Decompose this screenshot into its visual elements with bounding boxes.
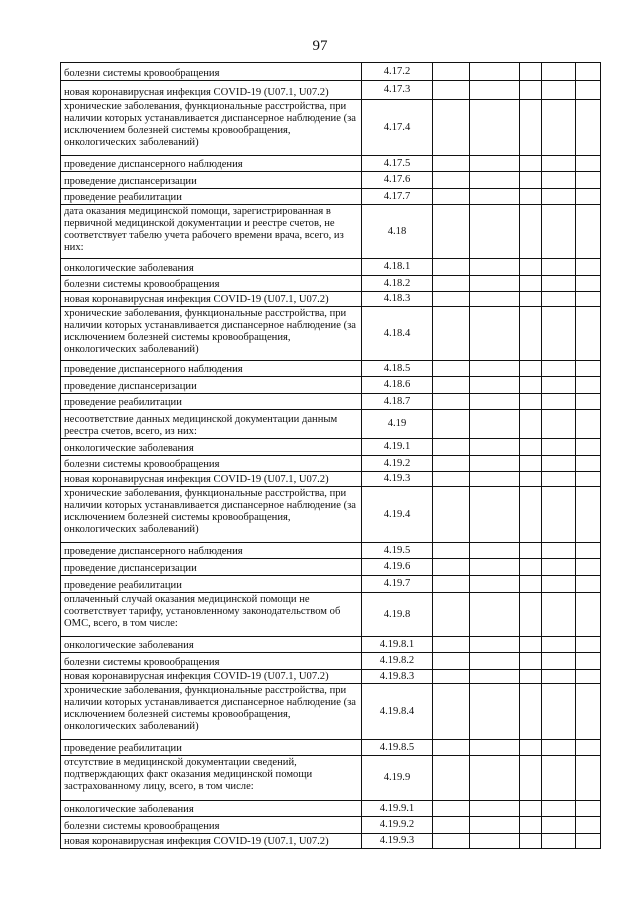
row-code: 4.18.1	[362, 259, 433, 276]
empty-cell	[542, 189, 576, 205]
empty-cell	[520, 487, 542, 543]
empty-cell	[520, 456, 542, 472]
empty-cell	[433, 307, 470, 361]
empty-cell	[576, 172, 601, 189]
empty-cell	[433, 100, 470, 156]
empty-cell	[542, 456, 576, 472]
row-description: болезни системы кровообращения	[61, 456, 362, 472]
empty-cell	[470, 487, 520, 543]
empty-cell	[542, 205, 576, 259]
row-description: проведение диспансерного наблюдения	[61, 156, 362, 172]
table-row	[61, 259, 601, 276]
empty-cell	[470, 559, 520, 576]
table-row	[61, 205, 601, 259]
row-code: 4.18.3	[362, 292, 433, 307]
empty-cell	[470, 472, 520, 487]
empty-cell	[433, 81, 470, 100]
empty-cell	[433, 205, 470, 259]
empty-cell	[433, 543, 470, 559]
empty-cell	[576, 472, 601, 487]
table-row	[61, 684, 601, 740]
empty-cell	[433, 684, 470, 740]
empty-cell	[542, 801, 576, 817]
row-code: 4.18.4	[362, 307, 433, 361]
empty-cell	[576, 63, 601, 81]
empty-cell	[542, 559, 576, 576]
empty-cell	[520, 559, 542, 576]
row-code: 4.17.6	[362, 172, 433, 189]
empty-cell	[542, 81, 576, 100]
empty-cell	[470, 801, 520, 817]
empty-cell	[433, 361, 470, 377]
empty-cell	[542, 740, 576, 756]
row-description: проведение диспансерного наблюдения	[61, 361, 362, 377]
empty-cell	[433, 559, 470, 576]
row-code: 4.19.2	[362, 456, 433, 472]
empty-cell	[576, 377, 601, 394]
empty-cell	[470, 456, 520, 472]
empty-cell	[576, 740, 601, 756]
row-description: проведение реабилитации	[61, 576, 362, 593]
row-description: оплаченный случай оказания медицинской помощи не соответствует тарифу, установленному законодательством об ОМС, всего, в том числе:	[61, 593, 362, 637]
empty-cell	[520, 205, 542, 259]
row-code: 4.19.1	[362, 439, 433, 456]
row-description: новая коронавирусная инфекция COVID-19 (U07.1, U07.2)	[61, 670, 362, 684]
empty-cell	[542, 817, 576, 834]
empty-cell	[576, 307, 601, 361]
row-code: 4.18.6	[362, 377, 433, 394]
empty-cell	[576, 189, 601, 205]
empty-cell	[433, 756, 470, 801]
table-row	[61, 559, 601, 576]
empty-cell	[542, 377, 576, 394]
empty-cell	[470, 834, 520, 849]
row-description: онкологические заболевания	[61, 259, 362, 276]
row-code: 4.19	[362, 410, 433, 439]
empty-cell	[576, 817, 601, 834]
empty-cell	[576, 834, 601, 849]
empty-cell	[470, 576, 520, 593]
empty-cell	[542, 593, 576, 637]
table-row	[61, 439, 601, 456]
empty-cell	[576, 637, 601, 653]
row-description: отсутствие в медицинской документации сведений, подтверждающих факт оказания медицинской помощи застрахованному лицу, всего, в том числе:	[61, 756, 362, 801]
empty-cell	[433, 259, 470, 276]
row-code: 4.19.3	[362, 472, 433, 487]
empty-cell	[470, 205, 520, 259]
empty-cell	[542, 472, 576, 487]
empty-cell	[433, 801, 470, 817]
empty-cell	[520, 63, 542, 81]
row-description: болезни системы кровообращения	[61, 63, 362, 81]
empty-cell	[542, 307, 576, 361]
empty-cell	[520, 292, 542, 307]
row-code: 4.17.3	[362, 81, 433, 100]
empty-cell	[542, 100, 576, 156]
empty-cell	[520, 410, 542, 439]
empty-cell	[433, 472, 470, 487]
row-description: онкологические заболевания	[61, 801, 362, 817]
row-code: 4.19.9.1	[362, 801, 433, 817]
empty-cell	[433, 670, 470, 684]
table-row	[61, 456, 601, 472]
empty-cell	[470, 292, 520, 307]
empty-cell	[520, 394, 542, 410]
row-code: 4.19.6	[362, 559, 433, 576]
empty-cell	[542, 63, 576, 81]
empty-cell	[433, 456, 470, 472]
empty-cell	[470, 100, 520, 156]
empty-cell	[542, 576, 576, 593]
empty-cell	[470, 756, 520, 801]
empty-cell	[433, 292, 470, 307]
table-row	[61, 653, 601, 670]
empty-cell	[470, 307, 520, 361]
row-description: проведение реабилитации	[61, 740, 362, 756]
empty-cell	[520, 172, 542, 189]
empty-cell	[433, 740, 470, 756]
row-code: 4.19.7	[362, 576, 433, 593]
table-row	[61, 472, 601, 487]
empty-cell	[576, 684, 601, 740]
empty-cell	[520, 377, 542, 394]
report-table-body	[61, 63, 601, 849]
row-description: болезни системы кровообращения	[61, 817, 362, 834]
row-description: хронические заболевания, функциональные расстройства, при наличии которых устанавливается диспансерное наблюдение (за исключением болезней системы кровообращения, онкологических заболеваний)	[61, 307, 362, 361]
empty-cell	[470, 653, 520, 670]
empty-cell	[470, 394, 520, 410]
empty-cell	[576, 653, 601, 670]
table-row	[61, 63, 601, 81]
table-row	[61, 576, 601, 593]
empty-cell	[576, 576, 601, 593]
empty-cell	[520, 637, 542, 653]
row-description: проведение диспансеризации	[61, 377, 362, 394]
empty-cell	[542, 156, 576, 172]
table-row	[61, 637, 601, 653]
row-code: 4.17.4	[362, 100, 433, 156]
empty-cell	[433, 156, 470, 172]
empty-cell	[542, 172, 576, 189]
empty-cell	[433, 817, 470, 834]
empty-cell	[520, 259, 542, 276]
empty-cell	[520, 653, 542, 670]
row-code: 4.18.7	[362, 394, 433, 410]
row-description: новая коронавирусная инфекция COVID-19 (U07.1, U07.2)	[61, 472, 362, 487]
row-code: 4.19.5	[362, 543, 433, 559]
empty-cell	[576, 456, 601, 472]
empty-cell	[520, 439, 542, 456]
empty-cell	[576, 543, 601, 559]
empty-cell	[576, 559, 601, 576]
row-description: хронические заболевания, функциональные расстройства, при наличии которых устанавливается диспансерное наблюдение (за исключением болезней системы кровообращения, онкологических заболеваний)	[61, 100, 362, 156]
table-row	[61, 307, 601, 361]
empty-cell	[542, 439, 576, 456]
empty-cell	[470, 817, 520, 834]
empty-cell	[576, 100, 601, 156]
table-row	[61, 156, 601, 172]
row-description: проведение реабилитации	[61, 189, 362, 205]
empty-cell	[576, 801, 601, 817]
empty-cell	[433, 487, 470, 543]
empty-cell	[470, 377, 520, 394]
row-description: новая коронавирусная инфекция COVID-19 (U07.1, U07.2)	[61, 81, 362, 100]
empty-cell	[470, 172, 520, 189]
row-code: 4.19.8.5	[362, 740, 433, 756]
row-description: проведение диспансеризации	[61, 559, 362, 576]
row-description: болезни системы кровообращения	[61, 653, 362, 670]
empty-cell	[542, 670, 576, 684]
row-description: хронические заболевания, функциональные расстройства, при наличии которых устанавливается диспансерное наблюдение (за исключением болезней системы кровообращения, онкологических заболеваний)	[61, 684, 362, 740]
empty-cell	[520, 156, 542, 172]
empty-cell	[576, 292, 601, 307]
table-row	[61, 172, 601, 189]
empty-cell	[542, 637, 576, 653]
empty-cell	[433, 394, 470, 410]
empty-cell	[576, 439, 601, 456]
empty-cell	[470, 156, 520, 172]
empty-cell	[433, 63, 470, 81]
empty-cell	[433, 410, 470, 439]
empty-cell	[470, 670, 520, 684]
table-row	[61, 100, 601, 156]
empty-cell	[542, 394, 576, 410]
table-row	[61, 394, 601, 410]
row-code: 4.18.2	[362, 276, 433, 292]
empty-cell	[542, 756, 576, 801]
empty-cell	[542, 543, 576, 559]
empty-cell	[470, 740, 520, 756]
empty-cell	[542, 487, 576, 543]
empty-cell	[520, 801, 542, 817]
empty-cell	[576, 487, 601, 543]
empty-cell	[520, 817, 542, 834]
empty-cell	[470, 410, 520, 439]
table-row	[61, 410, 601, 439]
row-code: 4.17.2	[362, 63, 433, 81]
empty-cell	[433, 189, 470, 205]
empty-cell	[520, 472, 542, 487]
empty-cell	[433, 653, 470, 670]
table-row	[61, 670, 601, 684]
empty-cell	[470, 439, 520, 456]
report-table	[60, 62, 601, 849]
empty-cell	[470, 543, 520, 559]
page-number: 97	[312, 38, 328, 54]
row-code: 4.19.8	[362, 593, 433, 637]
table-row	[61, 361, 601, 377]
row-description: новая коронавирусная инфекция COVID-19 (U07.1, U07.2)	[61, 292, 362, 307]
table-row	[61, 292, 601, 307]
row-code: 4.19.8.4	[362, 684, 433, 740]
row-code: 4.19.8.2	[362, 653, 433, 670]
empty-cell	[542, 259, 576, 276]
empty-cell	[470, 63, 520, 81]
table-row	[61, 756, 601, 801]
table-row	[61, 189, 601, 205]
empty-cell	[433, 834, 470, 849]
empty-cell	[520, 740, 542, 756]
empty-cell	[433, 637, 470, 653]
empty-cell	[520, 81, 542, 100]
empty-cell	[433, 276, 470, 292]
table-row	[61, 543, 601, 559]
row-description: онкологические заболевания	[61, 637, 362, 653]
empty-cell	[576, 259, 601, 276]
row-description: онкологические заболевания	[61, 439, 362, 456]
empty-cell	[520, 189, 542, 205]
row-code: 4.19.9.2	[362, 817, 433, 834]
empty-cell	[576, 394, 601, 410]
empty-cell	[520, 670, 542, 684]
empty-cell	[520, 543, 542, 559]
empty-cell	[542, 684, 576, 740]
row-description: проведение диспансеризации	[61, 172, 362, 189]
empty-cell	[520, 576, 542, 593]
empty-cell	[470, 684, 520, 740]
row-description: дата оказания медицинской помощи, зарегистрированная в первичной медицинской документации и реестре счетов, не соответствует табелю учета рабочего времени врача, всего, из них:	[61, 205, 362, 259]
empty-cell	[433, 377, 470, 394]
empty-cell	[520, 593, 542, 637]
empty-cell	[542, 276, 576, 292]
table-row	[61, 487, 601, 543]
row-code: 4.18.5	[362, 361, 433, 377]
empty-cell	[470, 189, 520, 205]
empty-cell	[576, 81, 601, 100]
empty-cell	[433, 172, 470, 189]
empty-cell	[520, 834, 542, 849]
row-code: 4.19.9.3	[362, 834, 433, 849]
row-description: новая коронавирусная инфекция COVID-19 (U07.1, U07.2)	[61, 834, 362, 849]
row-code: 4.19.4	[362, 487, 433, 543]
empty-cell	[520, 756, 542, 801]
empty-cell	[433, 593, 470, 637]
empty-cell	[576, 276, 601, 292]
empty-cell	[542, 361, 576, 377]
empty-cell	[470, 81, 520, 100]
empty-cell	[470, 593, 520, 637]
empty-cell	[576, 156, 601, 172]
empty-cell	[433, 439, 470, 456]
table-row	[61, 276, 601, 292]
empty-cell	[470, 637, 520, 653]
row-description: проведение диспансерного наблюдения	[61, 543, 362, 559]
table-row	[61, 81, 601, 100]
report-table-container	[60, 62, 601, 849]
empty-cell	[542, 410, 576, 439]
row-code: 4.19.8.1	[362, 637, 433, 653]
empty-cell	[542, 292, 576, 307]
table-row	[61, 801, 601, 817]
row-code: 4.19.9	[362, 756, 433, 801]
row-description: хронические заболевания, функциональные расстройства, при наличии которых устанавливается диспансерное наблюдение (за исключением болезней системы кровообращения, онкологических заболеваний)	[61, 487, 362, 543]
table-row	[61, 834, 601, 849]
table-row	[61, 593, 601, 637]
empty-cell	[576, 593, 601, 637]
empty-cell	[576, 670, 601, 684]
empty-cell	[520, 276, 542, 292]
empty-cell	[542, 834, 576, 849]
row-code: 4.18	[362, 205, 433, 259]
row-description: болезни системы кровообращения	[61, 276, 362, 292]
row-description: проведение реабилитации	[61, 394, 362, 410]
row-code: 4.17.5	[362, 156, 433, 172]
row-code: 4.19.8.3	[362, 670, 433, 684]
empty-cell	[470, 276, 520, 292]
empty-cell	[470, 361, 520, 377]
empty-cell	[576, 410, 601, 439]
empty-cell	[520, 307, 542, 361]
empty-cell	[576, 205, 601, 259]
empty-cell	[433, 576, 470, 593]
empty-cell	[520, 361, 542, 377]
table-row	[61, 740, 601, 756]
table-row	[61, 817, 601, 834]
empty-cell	[576, 756, 601, 801]
row-description: несоответствие данных медицинской документации данным реестра счетов, всего, из них:	[61, 410, 362, 439]
empty-cell	[542, 653, 576, 670]
table-row	[61, 377, 601, 394]
empty-cell	[470, 259, 520, 276]
empty-cell	[520, 100, 542, 156]
empty-cell	[520, 684, 542, 740]
row-code: 4.17.7	[362, 189, 433, 205]
empty-cell	[576, 361, 601, 377]
